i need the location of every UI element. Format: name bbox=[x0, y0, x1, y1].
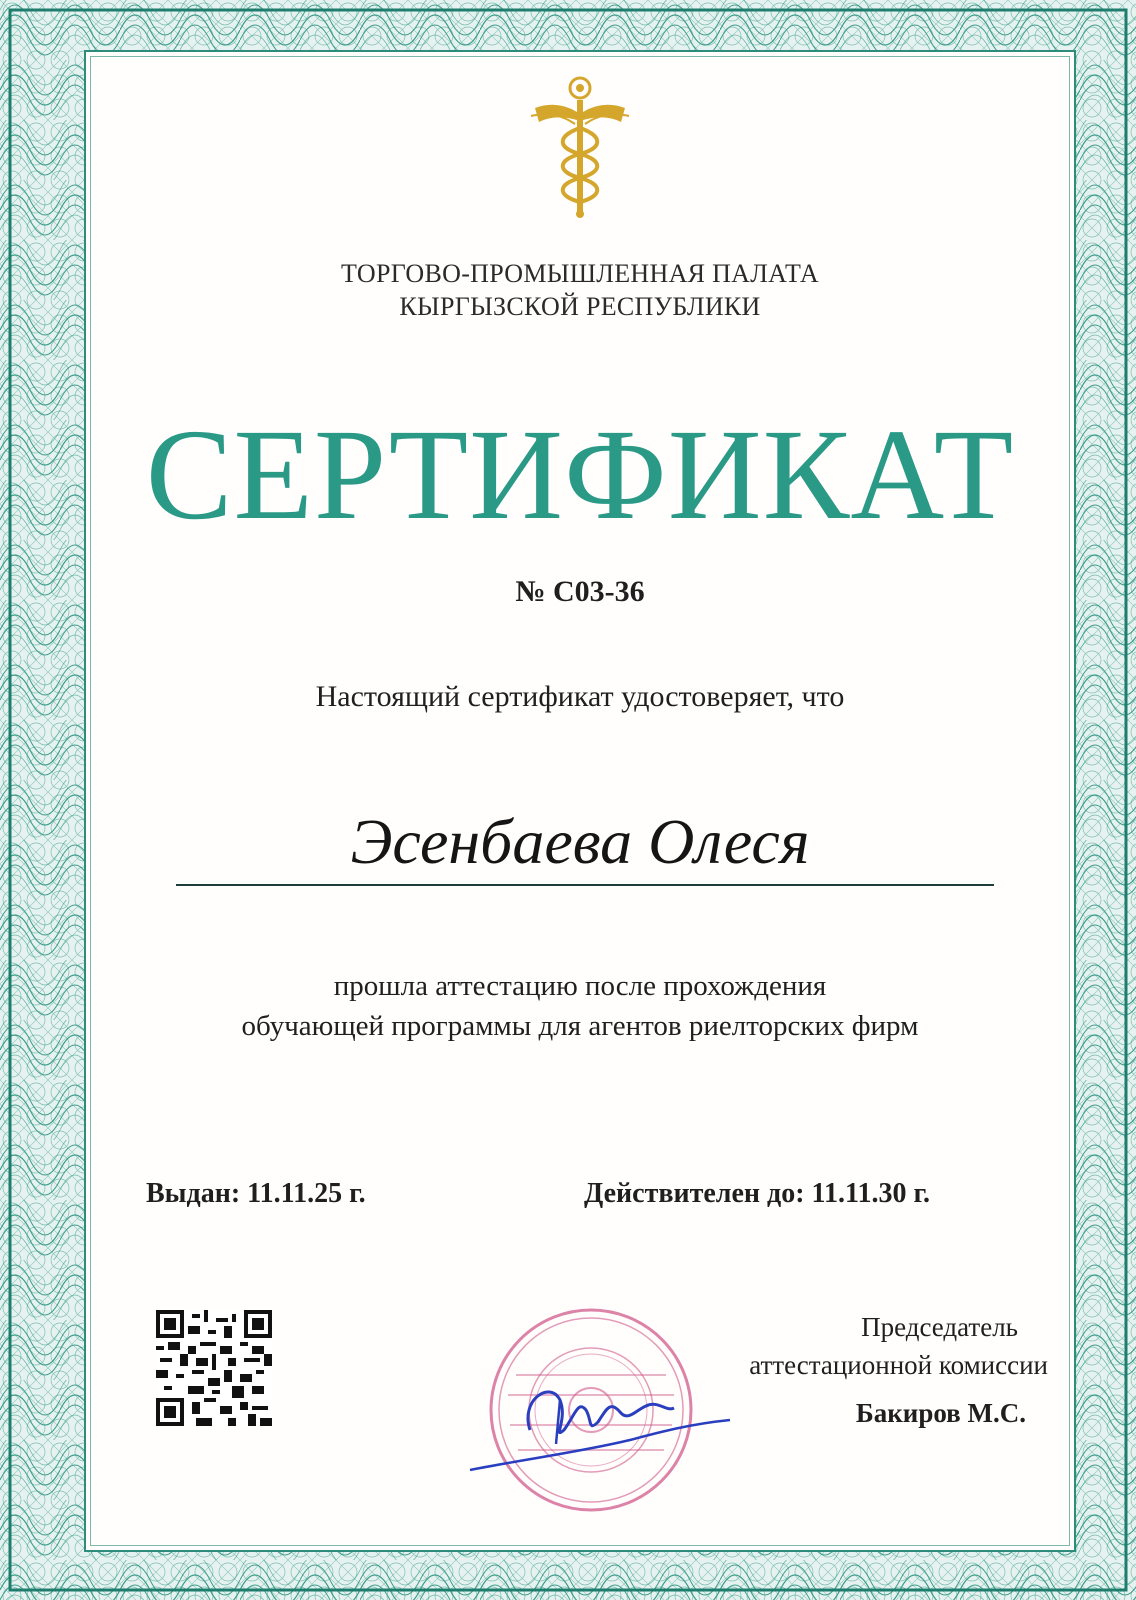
certificate-title: СЕРТИФИКАТ bbox=[145, 403, 1015, 547]
handwritten-signature bbox=[460, 1360, 740, 1480]
description-line2: обучающей программы для агентов риелторских фирм bbox=[241, 1010, 919, 1042]
valid-date: 11.11.30 г. bbox=[811, 1178, 931, 1209]
issued-date-row bbox=[146, 1178, 366, 1210]
certifies-text: Настоящий сертификат удостоверяет, что bbox=[315, 680, 845, 713]
valid-until-row bbox=[584, 1178, 930, 1210]
organization-name-line1: ТОРГОВО-ПРОМЫШЛЕННАЯ ПАЛАТА bbox=[341, 259, 819, 288]
signatory-name: Бакиров М.С. bbox=[855, 1398, 1026, 1428]
signatory-title-line1: Председатель bbox=[861, 1312, 1018, 1342]
issued-date: 11.11.25 г. bbox=[247, 1178, 366, 1209]
issued-label: Выдан: bbox=[146, 1178, 241, 1209]
organization-name-line2: КЫРГЫЗСКОЙ РЕСПУБЛИКИ bbox=[399, 292, 761, 321]
signatory-title-line2: аттестационной комиссии bbox=[749, 1350, 1048, 1380]
certificate-number: № С03-36 bbox=[515, 575, 645, 608]
caduceus-emblem-icon bbox=[527, 70, 633, 220]
name-underline bbox=[176, 884, 994, 886]
valid-label: Действителен до: bbox=[584, 1178, 805, 1209]
holder-name: Эсенбаева Олеся bbox=[350, 806, 810, 877]
qr-code-icon bbox=[156, 1310, 272, 1426]
description-line1: прошла аттестацию после прохождения bbox=[333, 970, 827, 1002]
